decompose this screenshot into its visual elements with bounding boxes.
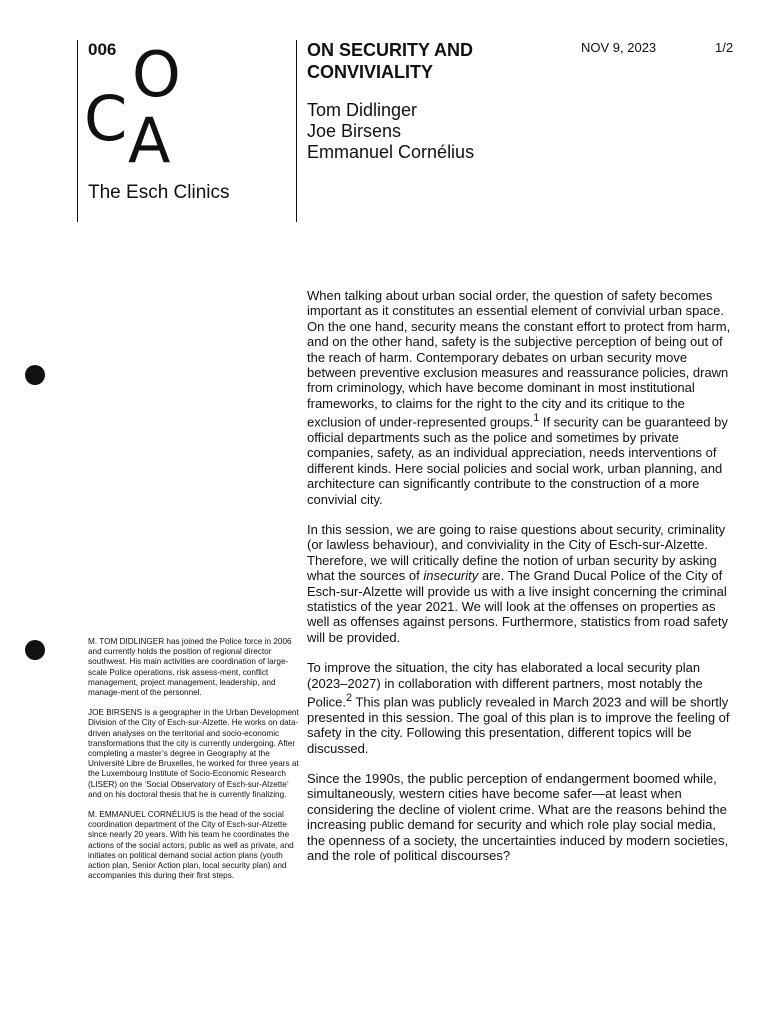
bio-didlinger: M. TOM DIDLINGER has joined the Police force in 2006 and currently holds the position of regional director southwest. His main activities are coordination of large-scale Police operations, risk assess-ment, conflict management, project management, leadership, and manage-ment of the personnel.: [88, 637, 292, 698]
margin-dot: [25, 640, 45, 660]
logo-letter-c: C: [84, 82, 128, 155]
logo-letter-o: O: [132, 38, 181, 111]
bio-birsens: JOE BIRSENS is a geographer in the Urban Development Division of the City of Esch-sur-Alzette. He works on data-driven analyses on the territorial and socio-economic transformations that the city is currently undergoing. After completing a master’s degree in Geography at the Université Libre de Bruxelles, he worked for three years at the Luxembourg Institute of Socio-Economic Research (LISER) on the ‘Social Observatory of Esch-sur-Alzette’ and on his doctoral thesis that he is currently finalizing.: [88, 708, 299, 799]
main-text: [307, 288, 737, 878]
bio-cornelius: M. EMMANUEL CORNÉLIUS is the head of the social coordination department of the City of Esch-sur-Alzette since nearly 20 years. With his team he coordinates the actions of the social actors, public as well as private, and initiates on political demand social action plans (youth action plan, Senior Action plan, local security plan) and accompanies this during their first steps.: [88, 810, 294, 881]
page-number: 1/2: [715, 40, 734, 55]
page-title: ON SECURITY AND CONVIVIALITY: [307, 40, 474, 82]
paragraph: Since the 1990s, the public perception of endangerment boomed while, simultaneously, western cities have become safer—at least when considering the decline of violent crime. What are the reasons behind the increasing public demand for security and which role play social media, the openness of a society, the uncertainties induced by modern societies, and the role of political discourses?: [307, 771, 729, 864]
oca-logo: [84, 38, 194, 164]
left-divider-line: [77, 40, 78, 222]
issue-number: 006: [88, 40, 117, 59]
paragraph: When talking about urban social order, the question of safety becomes important as it constitutes an essential element of convivial urban space. On the one hand, security means the constant effort to protect from harm, and on the other hand, safety is the subjective perception of being out of the reach of harm. Contemporary debates on urban security move between preventive exclusion measures and reassurance policies, drawn from criminology, which have become dominant in most institutional frameworks, to claims for the right to the city and its critique to the exclusion of under-represented groups.$^1$ If security can be guaranteed by official departments such as the police and sometimes by private companies, safety, as an individual appreciation, needs interventions of different kinds. Here social policies and social work, urban planning, and architecture can significantly contribute to the construction of a more convivial city.: [307, 288, 731, 507]
event-date: NOV 9, 2023: [581, 40, 657, 55]
footnote-ref: 2: [346, 692, 353, 705]
center-divider-line: [296, 40, 297, 222]
paragraph: In this session, we are going to raise questions about security, criminality (or lawless behaviour), and conviviality in the City of Esch-sur-Alzette. Therefore, we will critically define the notion of urban security by asking what the sources of insecurity are. The Grand Ducal Police of the City of Esch-sur-Alzette will provide us with a live insight concerning the criminal statistics of the year 2021. We will look at the offenses on properties as well as offenses against persons. Furthermore, statistics from road safety will be provided.: [307, 522, 728, 645]
clinic-name: The Esch Clinics: [88, 182, 230, 203]
margin-dot: [25, 365, 45, 385]
logo-letter-a: A: [128, 104, 171, 164]
speaker-bios: [88, 637, 300, 891]
author-name: Tom Didlinger: [307, 100, 418, 120]
author-list: [307, 100, 474, 163]
author-name: Emmanuel Cornélius: [307, 142, 475, 162]
author-name: Joe Birsens: [307, 121, 402, 141]
footnote-ref: 1: [533, 412, 540, 425]
paragraph: To improve the situation, the city has elaborated a local security plan (2023–2027) in collaboration with different partners, most notably the Police.$^2$ This plan was publicly revealed in March 2023 and will be shortly presented in this session. The goal of this plan is to improve the feeling of safety in the city. Following this presentation, different topics will be discussed.: [307, 660, 730, 756]
